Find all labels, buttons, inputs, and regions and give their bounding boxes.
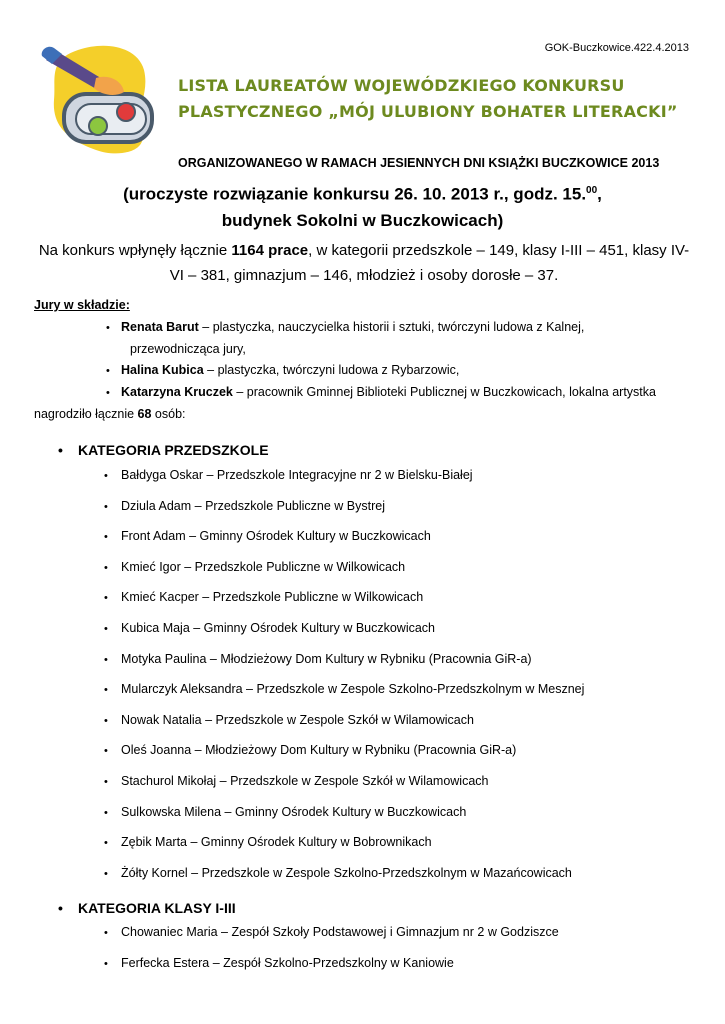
bullet: • [58, 900, 63, 916]
title-line-2: PLASTYCZNEGO „MÓJ ULUBIONY BOHATER LITERACKI” [178, 102, 678, 121]
jury-member-name: Renata Barut [121, 320, 199, 334]
list-item [104, 681, 704, 712]
bullet: • [106, 387, 110, 399]
bullet: • [104, 957, 108, 970]
jury-member-name: Katarzyna Kruczek [121, 385, 233, 399]
bullet: • [104, 927, 108, 939]
category-title: KATEGORIA PRZEDSZKOLE [78, 442, 269, 458]
list-item [104, 773, 704, 804]
laureate-entry: Dziula Adam – Przedszkole Publiczne w Bystrej [121, 498, 386, 513]
ceremony-comma: , [597, 184, 602, 204]
bullet: • [104, 684, 108, 697]
laureate-entry: Bałdyga Oskar – Przedszkole Integracyjne nr 2 w Bielsku-Białej [121, 468, 473, 482]
laureate-entry: Mularczyk Aleksandra – Przedszkole w Zespole Szkolno-Przedszkolnym w Mesznej [121, 682, 585, 697]
jury-member [34, 382, 694, 404]
laureate-entry: Stachurol Mikołaj – Przedszkole w Zespole Szkół w Wilamowicach [121, 773, 489, 788]
jury-member-desc-cont: przewodnicząca jury, [130, 342, 246, 356]
list-item [104, 528, 704, 559]
list-item [104, 804, 704, 835]
laureate-entry: Kmieć Kacper – Przedszkole Publiczne w Wilkowicach [121, 590, 424, 605]
bullet: • [106, 365, 110, 377]
laureate-list [104, 924, 704, 985]
list-item [104, 559, 704, 590]
laureate-entry: Kubica Maja – Gminny Ośrodek Kultury w Buczkowicach [121, 620, 436, 635]
jury-member-name: Halina Kubica [121, 363, 204, 377]
laureate-entry: Ferfecka Estera – Zespół Szkolno-Przedszkolny w Kaniowie [121, 955, 454, 970]
bullet: • [104, 561, 108, 574]
laureate-entry: Chowaniec Maria – Zespół Szkoły Podstawowej i Gimnazjum nr 2 w Godziszce [121, 925, 559, 939]
laureate-entry: Nowak Natalia – Przedszkole w Zespole Szkół w Wilamowicach [121, 712, 474, 727]
bullet: • [104, 775, 108, 788]
list-item [104, 955, 704, 986]
laureate-entry: Zębik Marta – Gminny Ośrodek Kultury w Bobrownikach [121, 835, 432, 850]
jury-member-desc: – plastyczka, nauczycielka historii i sztuki, twórczyni ludowa z Kalnej, [198, 320, 585, 334]
bullet: • [104, 470, 108, 482]
list-item [104, 498, 704, 529]
summary-text-b: osób: [151, 407, 186, 421]
category-heading [58, 442, 269, 458]
list-item [104, 742, 704, 773]
bullet: • [104, 653, 108, 666]
list-item [104, 834, 704, 865]
bullet: • [58, 442, 63, 458]
laureate-entry: Sulkowska Milena – Gminny Ośrodek Kultury w Buczkowicach [121, 804, 467, 819]
laureate-entry: Oleś Joanna – Młodzieżowy Dom Kultury w Rybniku (Pracownia GiR-a) [121, 743, 517, 758]
bullet: • [104, 806, 108, 819]
summary-text-a: nagrodziło łącznie [34, 407, 138, 421]
subheading: ORGANIZOWANEGO W RAMACH JESIENNYCH DNI KSIĄŻKI BUCZKOWICE 2013 [178, 156, 660, 170]
jury-member [34, 317, 694, 339]
ceremony-text: (uroczyste rozwiązanie konkursu 26. 10. 2013 r., godz. 15. [123, 184, 587, 204]
title-line-1: LISTA LAUREATÓW WOJEWÓDZKIEGO KONKURSU [178, 76, 625, 95]
ceremony-info [0, 178, 725, 234]
jury-heading: Jury w składzie: [34, 298, 130, 312]
bullet: • [104, 500, 108, 513]
list-item [104, 589, 704, 620]
document-title [178, 73, 698, 125]
jury-member [34, 360, 694, 382]
jury-list [34, 317, 694, 425]
jury-summary [34, 404, 694, 425]
intro-count: 1164 prace [231, 242, 309, 259]
category-heading [58, 900, 236, 916]
laureate-entry: Motyka Paulina – Młodzieżowy Dom Kultury w Rybniku (Pracownia GiR-a) [121, 651, 532, 666]
bullet: • [104, 622, 108, 635]
bullet: • [104, 745, 108, 758]
bullet: • [106, 322, 110, 334]
reference-number: GOK-Buczkowice.422.4.2013 [544, 42, 689, 54]
laureate-list [104, 467, 704, 895]
list-item [104, 651, 704, 682]
list-item [104, 924, 704, 955]
list-item [104, 712, 704, 743]
laureate-entry: Kmieć Igor – Przedszkole Publiczne w Wilkowicach [121, 559, 406, 574]
list-item [104, 865, 704, 896]
bullet: • [104, 592, 108, 605]
intro-paragraph [34, 238, 694, 288]
palette-logo [38, 40, 156, 158]
ceremony-venue: budynek Sokolni w Buczkowicach) [221, 210, 504, 230]
intro-text-a: Na konkurs wpłynęły łącznie [38, 242, 232, 259]
category-title: KATEGORIA KLASY I-III [78, 900, 236, 916]
laureate-count: 68 [137, 407, 152, 421]
bullet: • [104, 837, 108, 850]
bullet: • [104, 531, 108, 544]
list-item [104, 467, 704, 498]
bullet: • [104, 867, 108, 880]
bullet: • [104, 714, 108, 727]
jury-member-desc: – pracownik Gminnej Biblioteki Publicznej w Buczkowicach, lokalna artystka [232, 385, 656, 399]
intro-text-b: , w kategorii przedszkole – 149, klasy I-III – 451, klasy IV-VI – 381, gimnazjum – 146, młodzież i osoby dorosłe – 37. [169, 242, 690, 284]
jury-member-desc: – plastyczka, twórczyni ludowa z Rybarzowic, [203, 363, 460, 377]
list-item [104, 620, 704, 651]
laureate-entry: Żółty Kornel – Przedszkole w Zespole Szkolno-Przedszkolnym w Mazańcowicach [121, 865, 572, 880]
laureate-entry: Front Adam – Gminny Ośrodek Kultury w Buczkowicach [121, 529, 431, 544]
ceremony-time-superscript: 00 [586, 185, 598, 196]
